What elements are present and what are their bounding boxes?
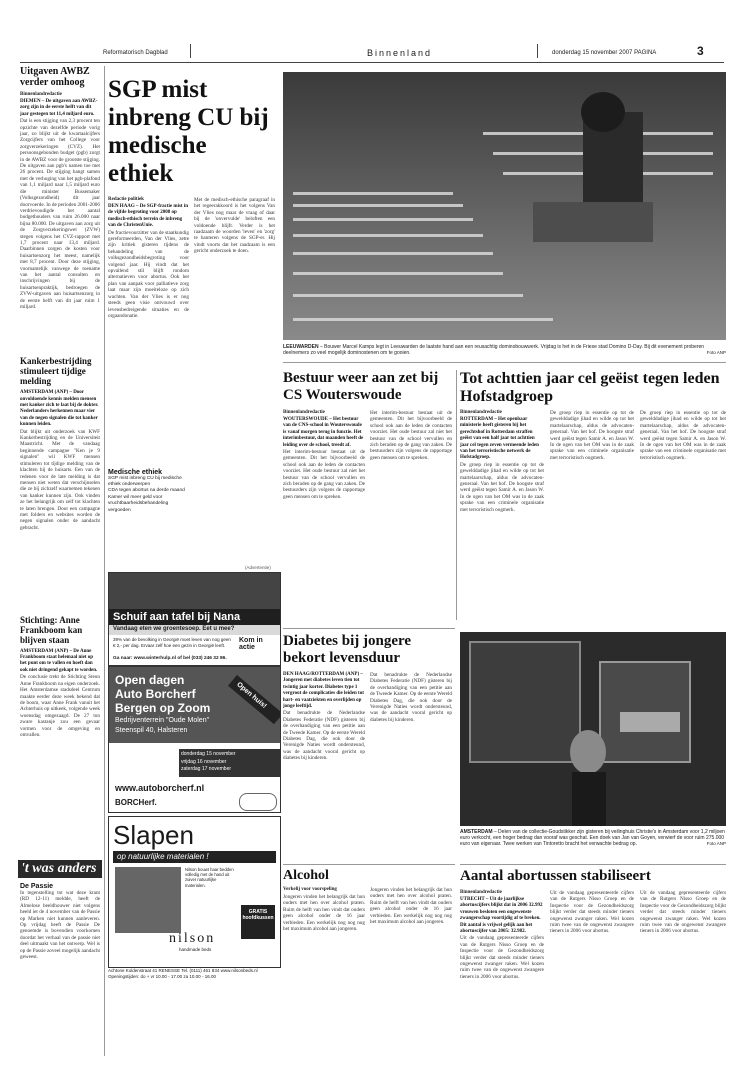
ad-nilson-bed-image xyxy=(115,867,181,933)
passie-body: In tegenstelling tot wat deze krant (RD 12-11) meldde, heeft de Almelose beeldhouwer niet volgens heeld iet de 4 november van de Passie op Marken niet kunnen aanleveren. Op vrijdag heeft de Passie De genoemde is bovendien voorkomen doordat het verhaal van de passie niet deel uitmaakt van het ontwerp. Wel is op de Passie zoveel mogelijk aandacht geweest. xyxy=(20,890,100,961)
sidebar-item: Kamer wil meer geld voor vruchtbaarheidsbehandeling vergoeden xyxy=(108,494,169,513)
alcohol-body-col2: Jongeren vinden het belangrijk dat hun ouders met hen over alcohol praten. Ruim de helft van hen vindt dat ouders geen alcohol onder de 16 jaar verbieden. Een werkelijk nog nog nog het maximum alcohol aan jongeren. xyxy=(370,887,452,926)
ad-borcherf-url[interactable]: www.autoborcherf.nl xyxy=(115,783,205,793)
hofstad-byline: Binnenlandredactie xyxy=(460,410,502,415)
hofstad-body-col2: De groep riep in essentie op tot de gewelddadige jihad en wilde op tot het martelaarschap, aldus de advocaten-generaal. Van het hof. De hoogste straf werd geëist tegen Samir A. en Jason W. In de ogen van het OM was in de zaak sprake van een criminele organisatie met terroristisch oogmerk. xyxy=(550,410,634,461)
abortus-body: Uit de vandaag gepresenteerde cijfers van de Rutgers Nisso Groep en de Inspectie voor de Gezondheidszorg blijkt verder dat steeds minder tieners ongewenst zwanger raken. Wel kozen ruim twee van de ongewenst zwangere tieners in 2006 voor abortus. xyxy=(460,935,544,980)
kanker-headline: Kankerbestrijding stimuleert tijdige melding xyxy=(20,356,92,387)
hofstad-lede: ROTTERDAM – Het openbaar ministerie heeft gisteren bij het gerechtshof in Rotterdam straffen geëist van een half jaar tot achttien jaar cel tegen zeven vermeende leden van het terroristische netwerk de Hofstadgroep. xyxy=(460,417,539,461)
abortus-body-col2: Uit de vandaag gepresenteerde cijfers van de Rutgers Nisso Groep en de Inspectie voor de Gezondheidszorg blijkt verder dat steeds minder tieners ongewenst zwanger raken. Wel kozen ruim twee van de ongewenst zwangere tieners in 2006 voor abortus. xyxy=(550,890,634,935)
ad-borcherf-badge-text: Open huis! xyxy=(235,681,268,711)
section-rule xyxy=(283,628,455,629)
paper-name: Reformatorisch Dagblad xyxy=(103,50,168,56)
christies-caption-text: – Delen van de collectie-Goudstikker zijn gisteren bij veilinghuis Christie's in Amsterdam voor 1,2 miljoen euro verkocht, een hoger bedrag dan vooraf was geschat. Een doek van Jan van Goyen, verwierf de voor ruim 275.000 euro van eigenaar. Twee werken van Tintoretto bracht het verwachte bedrag op. xyxy=(460,829,725,847)
sidebar-item: SGP mist inbreng CU bij medische ethiek onderwerpen xyxy=(108,475,182,488)
passie-subhead: De Passie xyxy=(20,883,54,890)
date-line: donderdag 15 november 2007 PAGINA xyxy=(552,50,657,56)
domino-caption-place: LEEUWARDEN xyxy=(283,344,319,350)
anne-frank-lede: AMSTERDAM (ANP) – De Anne Frankboom staat helemaal niet op het punt om te vallen en hoeft dan ook niet dringend gekapt te worden. xyxy=(20,648,98,673)
ad-nilson-badge: GRATIS hoofdkussen xyxy=(241,905,275,939)
christies-photo xyxy=(460,632,726,826)
column-divider xyxy=(104,66,105,1056)
bestuur-body: Het interim-bestuur bestaat uit de gemeenten. Dit het bijvoorbeeld de school ook aan de leden de contacten voorziet. Het oude bestuur zal niet het bestuur van de school vervullen en zich beraden op de gang van zaken. De bestuurders zijn volgens de rapportage geen mensen om te spreken. xyxy=(283,449,365,500)
anne-frank-headline: Stichting: Anne Frankboom kan blijven staan xyxy=(20,614,83,645)
diabetes-lede: DEN HAAG/ROTTERDAM (ANP) – Jongeren met diabetes leven tien tot twintig jaar korter. Diabetes type 1 vergroot de complicaties die leiden tot hart- en vaatziekten en overlijden op jonge leeftijd. xyxy=(283,672,364,710)
ad-nilson-footer: Achtone Koldenstraat 41 RENESSE Tel. (0111) 461 834 www.nilsonbeds.nl xyxy=(108,968,258,973)
ad-nilson[interactable] xyxy=(108,816,281,968)
sidebar-item: CDA tegen abortus na derde maand xyxy=(108,488,185,494)
alcohol-byline: Verkelij voor voorspeling xyxy=(283,887,337,892)
diabetes-body: Dat benadrukte de Nederlandse Diabetes Federatie (NDF) gisteren bij de overhandiging van een petitie aan de Tweede Kamer. Op de eerste Wereld Diabetes Dag, die ook door de Verenigde Naties wordt ondersteund, was de aandacht vooral gericht op diabetes bij kinderen. xyxy=(283,710,365,762)
ad-nilson-tagline: handmade beds xyxy=(179,947,212,952)
awbz-body: Dat is een stijging van 2,3 procent ten opzichte van dezelfde periode vorig jaar, zo blijkt uit de kwartaalcijfers Zorgcijfers van het College voor zorgverzekeringen (CVZ). Het persoonsgebonden budget (pgb) zorgt in de AWBZ voor de grootste stijging. De uitgaven aan pgb's namen toe met 26 procent. De stijging hangt samen met de verhoging van het pgb-plafond van 1,1 miljard naar 1,5 miljard euro die minister Bussemaker (Volksgezondheid) dit jaar doorvoerde. In de perioden 2001-2006 verdrievoudigde het aantal budgethouders van ruim 26.000 naar bijna 80.000. De uitgaven aan zorg uit de Zorgverzekeringswet (ZVW) stegen volgens het CVZ-rapport met 1,7 procent naar 13,4 miljard. Daarbinnen zorgen de kosten voor huisartsenzorg het meest, namelijk met 8,7 procent. Door deze stijging, voornamelijk vanwege de toename van het aantal consulten en inschrijvingen bij de huisartsenpraktijk, bedroegen de ZVW-uitgaven aan huisartsenzorg in de eerste helft van dit jaar ruim 1 miljard. xyxy=(20,118,100,310)
abortus-byline: Binnenlandredactie xyxy=(460,890,502,895)
sgp-body-col2: Met de medisch-ethische paragraaf in het regeerakkoord is het volgens Van der Vlies nog maar de vraag of daar bij de 'onvervulde' beloften een voldoende blijft. Verder is het raadzaam de woorden 'leven' en 'zorg' te hanteren volgens de SGP-er. Hij vindt voorts dat het raadzaam is een gericht onderzoek te doen. xyxy=(194,197,275,255)
bestuur-headline: Bestuur weer aan zet bij CS Wouterswoude xyxy=(283,370,439,403)
abortus-headline: Aantal abortussen stabiliseert xyxy=(460,868,651,884)
section-rule xyxy=(283,362,726,363)
ad-nana-subtitle: Vandaag eten we groentesoep. Eet u mee? xyxy=(113,626,235,632)
ad-nana-brand: Kom in actie xyxy=(239,637,263,651)
anne-frank-body: De conclusie trekt de Stichting Steun Anne Frankboom na eigen onderzoek. Het Amsterdamse stadsdeel Centrum maakte eerder deze week bekend dat de boom, waar Anne Frank vanuit het Achterhuis op uitkeek, volgende week woensdag omgezaagd. De 27 ton zware kastanje zou een gevaar vormen voor de omgeving en omvallen. xyxy=(20,674,100,738)
kanker-lede: AMSTERDAM (ANP) – Door onvoldoende kennis melden mensen met kanker zich te laat bij de dokter. Nederlanders herkennen maar vier van de negen signalen die tot kanker kunnen leiden. xyxy=(20,390,99,428)
t-was-anders-title: 't was anders xyxy=(21,861,97,876)
awbz-lede: DIEMEN – De uitgaven aan AWBZ-zorg zijn in de eerste helft van dit jaar gestegen tot 11,4 miljard euro. xyxy=(20,99,98,117)
ad-nana[interactable] xyxy=(108,572,281,666)
sgp-headline: SGP mist inbreng CU bij medische ethiek xyxy=(108,76,269,187)
domino-credit: Foto ANP xyxy=(706,350,726,355)
ad-borcherf-sub: Bedrijventerrein "Oude Molen" xyxy=(115,717,210,724)
sgp-body: De fractievoorzitter van de staatkundig gereformeerden, Van der Vlies, zette zijn kritiek gisteren tijdens de behandeling van de volksgezondheidsbegroting voor volgend jaar. Hij vindt dat het opvallend stil blijft rondom alternatieven voor abortus. Ook het plan van aanpak voor palliatieve zorg laat maar zijn moeiteloze op zich wachten. Van der Vlies is er nog steeds geen visie ontvouwd over levensbedreigende situaties en de orgaandonatie. xyxy=(108,229,189,319)
christies-credit: Foto ANP xyxy=(706,841,726,846)
masthead-rule xyxy=(20,62,724,63)
ad-nilson-title: Slapen xyxy=(113,820,194,850)
diabetes-headline: Diabetes bij jongere bekort levensduur xyxy=(283,633,412,666)
ad-nana-text: 39% van de bevolking in Georgië moet leven van nog geen € 2,- per dag. Ervaar zelf hoe een gezin in Georgië leeft. xyxy=(113,637,231,648)
domino-photo xyxy=(283,72,726,340)
ad-nilson-logo: nilson xyxy=(169,931,216,946)
bestuur-lede: WOUTERSWOUDE – Het bestuur van de CNS-school in Wouterswoude is vanaf morgen terug in functie. Het interimbestuur, dat maanden heeft de leiding over de school, treedt af. xyxy=(283,417,364,448)
ad-label: (Advertentie) xyxy=(245,565,271,570)
diabetes-body-col2: Dat benadrukte de Nederlandse Diabetes Federatie (NDF) gisteren bij de overhandiging van een petitie aan de Tweede Kamer. Op de eerste Wereld Diabetes Dag, die ook door de Verenigde Naties wordt ondersteund, was de aandacht vooral gericht op diabetes bij kinderen. xyxy=(370,672,452,723)
ad-borcherf-addr: Steenspil 40, Halsteren xyxy=(115,727,188,734)
bestuur-byline: Binnenlandredactie xyxy=(283,410,325,415)
sgp-lede: DEN HAAG – De SGP-fractie mist in de vijfde begroting voor 2008 op medisch-ethisch terrein de inbreng van de ChristenUnie. xyxy=(108,204,188,229)
masthead-divider xyxy=(190,44,191,58)
ad-nilson-text: Nilson bouwt haar bedden volledig met de hand uit zuiver natuurlijke materialen. xyxy=(185,867,234,888)
ad-borcherf-title2: Auto Borcherf xyxy=(115,687,196,701)
ad-nana-title: Schuif aan tafel bij Nana xyxy=(113,611,241,623)
section-title: Binnenland xyxy=(367,48,433,58)
alcohol-body: Jongeren vinden het belangrijk dat hun ouders met hen over alcohol praten. Ruim de helft van hen vindt dat ouders geen alcohol onder de 16 jaar verbieden. Een werkelijk nog nog nog het maximum alcohol aan jongeren. xyxy=(283,894,365,933)
christies-photo-image xyxy=(460,632,726,826)
alcohol-headline: Alcohol xyxy=(283,868,329,883)
domino-photo-image xyxy=(283,72,726,340)
abortus-body-col3: Uit de vandaag gepresenteerde cijfers van de Rutgers Nisso Groep en de Inspectie voor de Gezondheidszorg blijkt verder dat steeds minder tieners ongewenst zwanger raken. Wel kozen ruim twee van de ongewenst zwangere tieners in 2006 voor abortus. xyxy=(640,890,726,935)
ad-nilson-sub: op natuurlijke materialen ! xyxy=(117,852,209,861)
sgp-byline: Redactie politiek xyxy=(108,197,144,202)
awbz-headline: Uitgaven AWBZ verder omhoog xyxy=(20,66,90,88)
car-logo-icon xyxy=(239,793,277,811)
ad-borcherf-title3: Bergen op Zoom xyxy=(115,701,211,715)
kanker-body: Dat blijkt uit onderzoek van KWF Kankerbestrijding en de Universiteit Maastricht. Met de vandaag beginnende campagne "Ken je 9 signalen" wil KWF mensen stimuleren tot tijdige melding van de klachten bij de huisarts. Een van de redenen voor de late melding is dat mensen niet weten dat verschijnselen die ze bij zichzelf waarnemen tekenen van kanker kunnen zijn. Ook vinden ze het belangrijk om zelf tot klachten te laten brengen. Door een campagne met folders en websites worden de negen signalen onder de aandacht gebracht. xyxy=(20,428,100,531)
hofstad-body: De groep riep in essentie op tot de gewelddadige jihad en wilde op tot het martelaarschap, aldus de advocaten-generaal. Van het hof. De hoogste straf werd geëist tegen Samir A. en Jason W. In de ogen van het OM was in de zaak sprake van een criminele organisatie met terroristisch oogmerk. xyxy=(460,461,544,513)
ad-nana-url[interactable]: Ga naar: www.winterhulp.nl of bel (033) 246 32 86. xyxy=(113,656,227,661)
ad-borcherf[interactable] xyxy=(108,666,281,813)
domino-caption-text: – Bouwer Marcel Kamps legt in Leeuwarden de laatste hand aan een reusachtig dominobouwwerk. Vrijdag is het in de Friese stad Domino D-Day. Bij dit evenement proberen deelnemers zo veel mogelijk dominostenen om te gooien. xyxy=(283,344,705,356)
ad-borcherf-dates: donderdag 15 november vrijdag 16 november zaterdag 17 november xyxy=(179,749,281,777)
column-divider xyxy=(456,370,457,620)
section-rule xyxy=(460,864,726,865)
bestuur-body-col2: Het interim-bestuur bestaat uit de gemeenten. Dit het bijvoorbeeld de school ook aan de leden de contacten voorziet. Het oude bestuur zal niet het bestuur van de school vervullen en zich beraden op de gang van zaken. De bestuurders zijn volgens de rapportage geen mensen om te spreken. xyxy=(370,410,452,461)
hofstad-headline: Tot achttien jaar cel geëist tegen leden Hofstadgroep xyxy=(460,370,720,405)
abortus-lede: UTRECHT – Uit de jaarlijkse abortuscijfers blijkt dat in 2006 32.992 vrouwen besloten een ongewenste zwangerschap voortijdig af te breken. Dit aantal is vrijwel gelijk aan het abortuscijfer van 2005: 32.982. xyxy=(460,897,543,935)
ad-borcherf-logo: BORCHerf. xyxy=(115,798,157,807)
hofstad-body-col3: De groep riep in essentie op tot de gewelddadige jihad en wilde op tot het martelaarschap, aldus de advocaten-generaal. Van het hof. De hoogste straf werd geëist tegen Samir A. en Jason W. In de ogen van het OM was in de zaak sprake van een criminele organisatie met terroristisch oogmerk. xyxy=(640,410,726,461)
christies-caption xyxy=(460,829,726,847)
page-number: 3 xyxy=(697,44,704,58)
domino-caption xyxy=(283,344,726,356)
christies-caption-place: AMSTERDAM xyxy=(460,829,493,835)
t-was-anders-banner xyxy=(18,860,102,878)
awbz-byline: Binnenlandredactie xyxy=(20,92,62,97)
ad-nilson-hours: Openingstijden: do + vr 10.00 - 17.00 za 10.00 - 16.00 xyxy=(108,974,216,979)
ad-borcherf-title1: Open dagen xyxy=(115,673,185,687)
section-rule xyxy=(283,864,455,865)
masthead-divider xyxy=(537,44,538,58)
sidebar-title: Medische ethiek xyxy=(108,468,163,476)
